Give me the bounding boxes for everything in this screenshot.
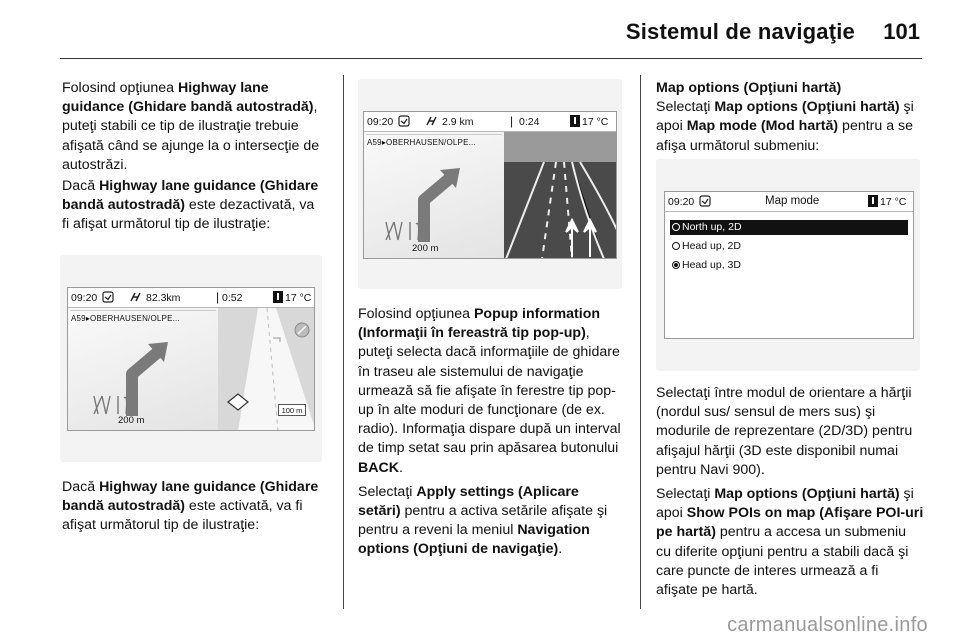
map-scale: 100 m [278, 404, 306, 416]
menu-name: Navigation options (Opţiuni de navigaţie) [358, 522, 590, 558]
column-divider [343, 75, 344, 609]
option-name: Map mode (Mod hartă) [686, 118, 839, 135]
option-name: Highway lane guidance (Ghidare bandă autostradă) [62, 178, 319, 214]
menu-title: Map mode [765, 195, 820, 207]
menu-option-head-up-3d[interactable]: Head up, 3D [670, 258, 908, 273]
distance-remaining: 82.3km [146, 292, 181, 304]
radio-icon [672, 242, 680, 250]
paragraph: Map options (Opţiuni hartă) Selectaţi Map options (Opţiuni hartă) şi apoi Map mode (Mod hartă) pentru a se afişa următorul submeniu: [656, 79, 924, 156]
section-heading: Map options (Opţiuni hartă) [656, 80, 842, 96]
paragraph: Folosind opţiunea Popup information (Informaţii în fereastră tip pop-up), puteţi selecta dacă informaţiile de ghidare în traseu ale sistemului de navigaţie urmează să fie afişate în ferestre tip pop-up în alte moduri de funcţionare (de ex. radio). Informaţia dispare după un interval de timp setat sau prin apăsarea butonului BACK. [358, 306, 621, 476]
option-name: Apply settings (Aplicare setări) [358, 483, 579, 520]
temperature: 17 °C [582, 116, 609, 128]
guidance-icon [699, 195, 711, 210]
page-number: 101 [883, 19, 920, 44]
nav-display [664, 191, 914, 339]
radio-icon [672, 223, 680, 231]
column-3-lower [656, 384, 924, 605]
page-header [0, 0, 960, 60]
paragraph: Dacă Highway lane guidance (Ghidare bandă autostradă) este activată, va fi afişat următorul tip de ilustraţie: [62, 479, 319, 534]
map-view [218, 308, 314, 430]
guidance-icon [102, 291, 114, 306]
nav-screenshot-lane-guidance-off [60, 255, 322, 462]
radio-selected-icon [672, 261, 680, 269]
road-name: A59▸OBERHAUSEN/OLPE... [367, 138, 476, 147]
guidance-icon [398, 115, 410, 130]
option-name: Highway lane guidance (Ghidare bandă autostradă) [62, 479, 319, 515]
status-bar [364, 112, 616, 132]
paragraph: Selectaţi Apply settings (Aplicare setări) pentru a activa setările afişate şi pentru a reveni la meniul Navigation options (Opţiuni de navigaţie). [358, 483, 608, 558]
thermometer-icon [570, 115, 580, 130]
temperature: 17 °C [285, 292, 312, 304]
column-1-lower [62, 478, 324, 541]
paragraph: Selectaţi între modul de orientare a hărţii (nordul sus/ sensul de mers sus) şi modurile de reprezentare (2D/3D) pentru afişajul hărţii (3D este disponibil numai pentru Navi 900). [656, 385, 913, 478]
column-2 [358, 305, 624, 565]
turn-distance: 200 m [118, 415, 145, 426]
status-bar [68, 288, 314, 308]
option-name: Map options (Opţiuni hartă) [714, 99, 900, 116]
nav-screenshot-map-mode [656, 159, 920, 371]
thermometer-icon [273, 291, 283, 306]
paragraph: Folosind opţiunea Highway lane guidance (Ghidare bandă autostradă), puteţi stabili ce tip de ilustraţie trebuie afişată când se ajunge la o intersecţie de autostrăzi. [62, 80, 320, 173]
option-name: Highway lane guidance (Ghidare bandă autostradă) [62, 80, 314, 116]
route-icon [426, 115, 438, 129]
paragraph: Dacă Highway lane guidance (Ghidare bandă autostradă) este dezactivată, va fi afişat următorul tip de ilustraţie: [62, 178, 319, 233]
clock: 09:20 [367, 116, 394, 128]
lane-view [504, 132, 616, 258]
turn-arrow-icon [88, 338, 178, 418]
column-3 [656, 79, 924, 161]
time-remaining: 0:24 [519, 116, 540, 128]
thermometer-icon [868, 195, 878, 210]
nav-display [67, 287, 315, 431]
option-name: Map options (Opţiuni hartă) [714, 486, 900, 503]
header-divider [60, 58, 922, 59]
separator: | [510, 114, 514, 128]
clock: 09:20 [668, 196, 695, 208]
turn-arrow-icon [380, 164, 470, 244]
column-divider [640, 75, 641, 609]
route-icon [130, 291, 142, 305]
turn-distance: 200 m [412, 243, 439, 254]
column-1 [62, 79, 324, 240]
section-title: Sistemul de navigaţie [625, 19, 855, 44]
option-name: Popup information (Informaţii în fereastră tip pop-up) [358, 306, 601, 342]
road-name: A59▸OBERHAUSEN/OLPE... [71, 314, 180, 323]
time-remaining: 0:52 [222, 292, 243, 304]
menu-option-head-up-2d[interactable]: Head up, 2D [670, 239, 908, 254]
status-bar [665, 192, 913, 212]
temperature: 17 °C [880, 196, 907, 208]
menu-option-north-up-2d[interactable]: North up, 2D [670, 220, 908, 235]
button-name: BACK [358, 459, 399, 476]
paragraph: Selectaţi Map options (Opţiuni hartă) şi apoi Show POIs on map (Afişare POI-uri pe hartă) pentru a accesa un submeniu cu diferite opţiuni pentru a stabili dacă şi care puncte de interes urmează a fi afişate pe hartă. [656, 486, 924, 599]
separator: | [216, 290, 220, 304]
distance-remaining: 2.9 km [442, 116, 474, 128]
nav-screenshot-lane-guidance-on [358, 79, 622, 289]
clock: 09:20 [71, 292, 98, 304]
watermark: carmanualsonline.info [727, 614, 928, 636]
nav-display [363, 111, 617, 259]
option-name: Show POIs on map (Afişare POI-uri pe hartă) [656, 505, 924, 541]
